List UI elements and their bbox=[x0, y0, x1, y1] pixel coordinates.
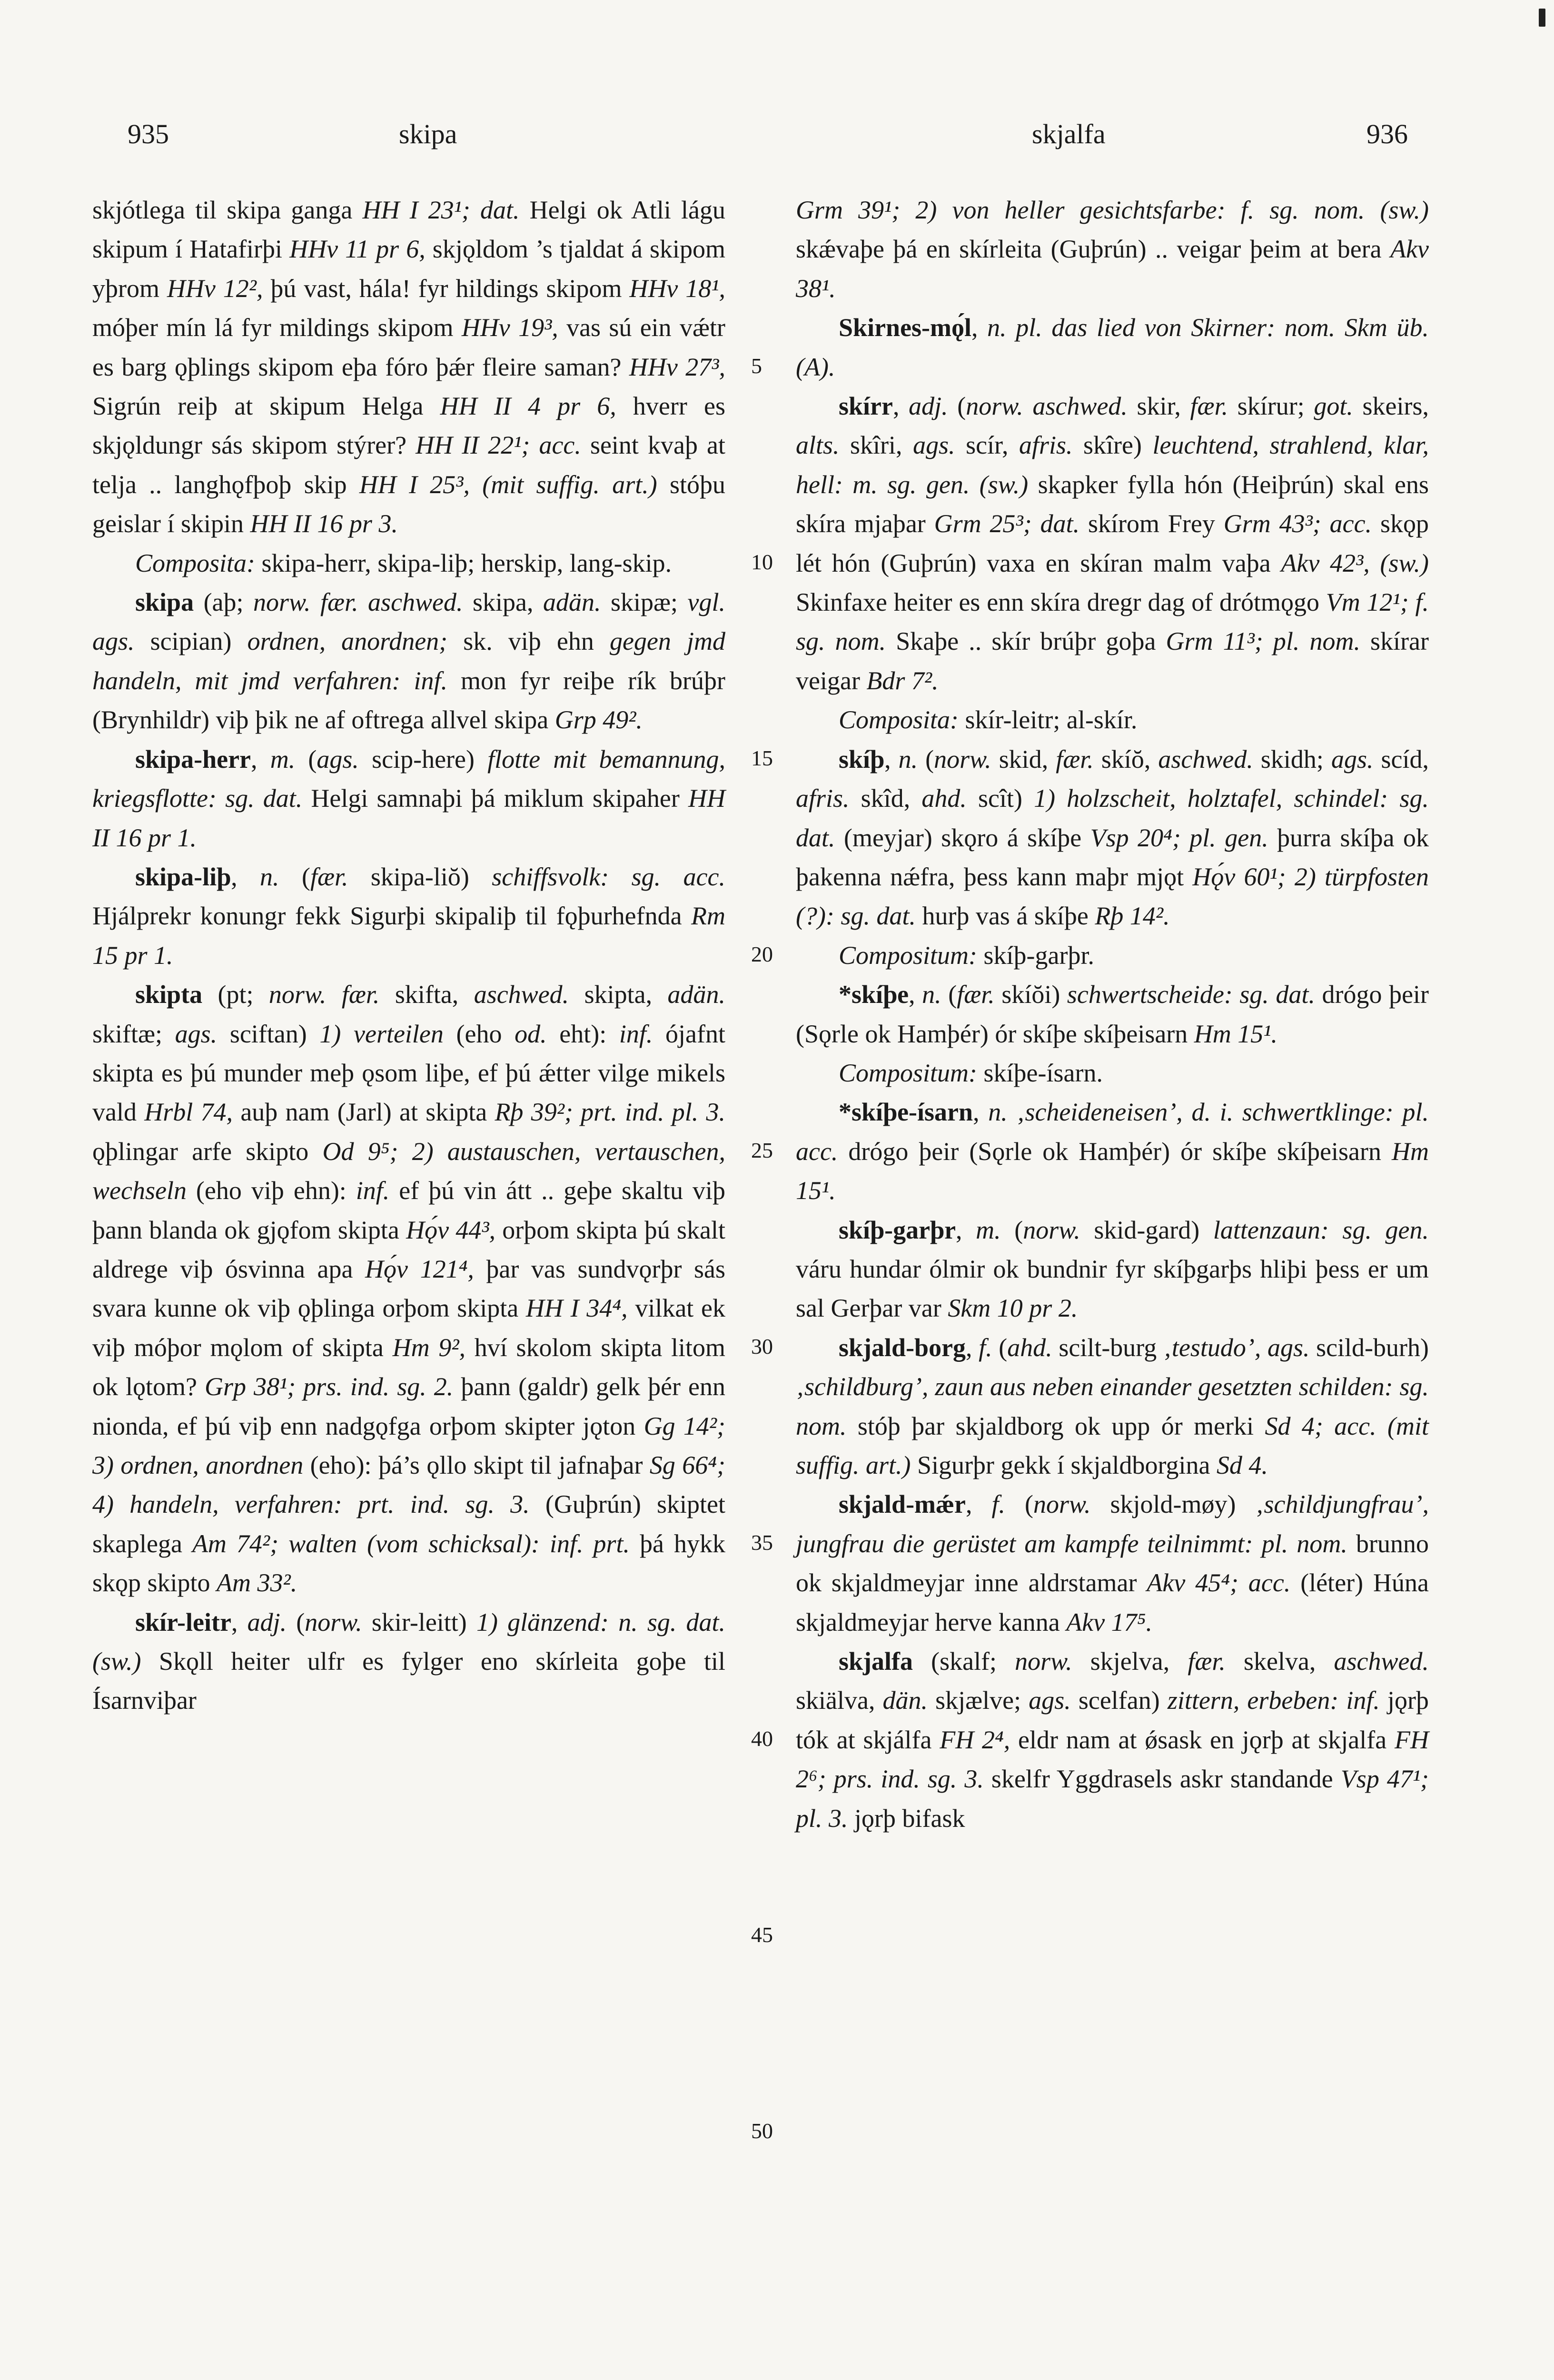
left-text-column bbox=[92, 190, 725, 1720]
line-number: 25 bbox=[751, 1138, 773, 1162]
dictionary-entry: skipta (pt; norw. fær. skifta, aschwed. skipta, adän. skiftæ; ags. sciftan) 1) verteilen (eho od. eht): inf. ójafnt skipta es þú munder meþ ǫsom liþe, ef þú ǽtter vilge mikels vald Hrbl 74, auþ nam (Jarl) at skipta Rþ 39²; prt. ind. pl. 3. ǫþlingar arfe skipto Od 9⁵; 2) austauschen, vertauschen, wechseln (eho viþ ehn): inf. ef þú vin átt .. geþe skaltu viþ þann blanda ok gjǫfom skipta Hǫ́v 44³, orþom skipta þú skalt aldrege viþ ósvinna apa Hǫ́v 121⁴, þar vas sundvǫrþr sás svara kunne ok viþ ǫþlinga orþom skipta HH I 34⁴, vilkat ek viþ móþor mǫlom of skipta Hm 9², hví skolom skipta litom ok lǫtom? Grp 38¹; prs. ind. sg. 2. þann (galdr) gelk þér enn nionda, ef þú viþ enn nadgǫfga orþom skipter jǫton Gg 14²; 3) ordnen, anordnen (eho): þá’s ǫllo skipt til jafnaþar Sg 66⁴; 4) handeln, verfahren: prt. ind. sg. 3. (Guþrún) skiptet skaplega Am 74²; walten (vom schicksal): inf. prt. þá hykk skǫp skipto Am 33². bbox=[92, 980, 726, 1597]
dictionary-entry: skíþ, n. (norw. skid, fær. skíŏ, aschwed. skidh; ags. scíd, afris. skîd, ahd. scît) 1) holzscheit, holztafel, schindel: sg. dat. (meyjar) skǫro á skíþe Vsp 20⁴; pl. gen. þurra skíþa ok þakenna nǽfra, þess kann maþr mjǫt Hǫ́v 60¹; 2) türpfosten (?): sg. dat. hurþ vas á skíþe Rþ 14². bbox=[796, 744, 1429, 931]
right-running-headword: skjalfa bbox=[1032, 119, 1106, 149]
dictionary-entry: skipa (aþ; norw. fær. aschwed. skipa, adän. skipæ; vgl. ags. scipian) ordnen, anordnen; sk. viþ ehn gegen jmd handeln, mit jmd verfahren: inf. mon fyr reiþe rík brúþr (Brynhildr) viþ þik ne af oftrega allvel skipa Grp 49². bbox=[92, 588, 725, 734]
dictionary-entry: skjald-mǽr, f. (norw. skjold-møy) ‚schildjungfrau’, jungfrau die gerüstet am kampfe teilnimmt: pl. nom. brunno ok skjaldmeyjar inne aldrstamar Akv 45⁴; acc. (léter) Húna skjaldmeyjar herve kanna Akv 17⁵. bbox=[796, 1490, 1429, 1636]
dictionary-entry: skírr, adj. (norw. aschwed. skir, fær. skírur; got. skeirs, alts. skîri, ags. scír, afris. skîre) leuchtend, strahlend, klar, hell: m. sg. gen. (sw.) skapker fylla hón (Heiþrún) skal ens skíra mjaþar Grm 25³; dat. skírom Frey Grm 43³; acc. skǫp lét hón (Guþrún) vaxa en skíran malm vaþa Akv 42³, (sw.) Skinfaxe heiter es enn skíra dregr dag of drótmǫgo Vm 12¹; f. sg. nom. Skaþe .. skír brúþr goþa Grm 11³; pl. nom. skírar veigar Bdr 7². bbox=[796, 392, 1429, 695]
right-text-column bbox=[796, 190, 1429, 1838]
dictionary-entry: Skirnes-mǫ́l, n. pl. das lied von Skirner: nom. Skm üb. (A). bbox=[796, 313, 1429, 381]
line-number: 5 bbox=[751, 353, 762, 378]
line-number: 30 bbox=[751, 1334, 773, 1359]
dictionary-entry: skipa-liþ, n. (fær. skipa-liŏ) schiffsvolk: sg. acc. Hjálprekr konungr fekk Sigurþi skipaliþ til fǫþurhefnda Rm 15 pr 1. bbox=[92, 862, 726, 970]
dictionary-entry: Compositum: skíþe-ísarn. bbox=[839, 1058, 1103, 1087]
line-number: 35 bbox=[751, 1530, 773, 1555]
line-number: 50 bbox=[751, 2118, 773, 2143]
dictionary-entry: skíþ-garþr, m. (norw. skid-gard) lattenzaun: sg. gen. váru hundar ólmir ok bundnir fyr skíþgarþs hliþi þess er um sal Gerþar var Skm 10 pr 2. bbox=[796, 1215, 1429, 1323]
page-header bbox=[128, 118, 1408, 161]
dictionary-entry: *skíþe, n. (fær. skíŏi) schwertscheide: sg. dat. drógo þeir (Sǫrle ok Hamþér) ór skíþe skíþeisarn Hm 15¹. bbox=[796, 980, 1429, 1048]
dictionary-entry: skír-leitr, adj. (norw. skir-leitt) 1) glänzend: n. sg. dat. (sw.) Skǫll heiter ulfr es fylger eno skírleita goþe til Ísarnviþar bbox=[92, 1607, 726, 1715]
left-running-headword: skipa bbox=[399, 119, 457, 149]
dictionary-entry: skjótlega til skipa ganga HH I 23¹; dat. Helgi ok Atli lágu skipum í Hatafirþi HHv 11 pr 6, skjǫldom ’s tjaldat á skipom yþrom HHv 12², þú vast, hála! fyr hildings skipom HHv 18¹, móþer mín lá fyr mildings skipom HHv 19³, vas sú ein vǽtr es barg ǫþlings skipom eþa fóro þǽr fleire saman? HHv 27³, Sigrún reiþ at skipum Helga HH II 4 pr 6, hverr es skjǫldungr sás skipom stýrer? HH II 22¹; acc. seint kvaþ at telja .. langhǫfþoþ skip HH I 25³, (mit suffig. art.) stóþu geislar í skipin HH II 16 pr 3. bbox=[92, 196, 726, 538]
left-page-number: 935 bbox=[128, 119, 169, 149]
dictionary-entry: Composita: skipa-herr, skipa-liþ; herskip, lang-skip. bbox=[135, 548, 672, 577]
dictionary-entry: Composita: skír-leitr; al-skír. bbox=[839, 705, 1138, 734]
corner-mark bbox=[1539, 9, 1545, 27]
dictionary-entry: skipa-herr, m. (ags. scip-here) flotte mit bemannung, kriegsflotte: sg. dat. Helgi samnaþi þá miklum skipaher HH II 16 pr 1. bbox=[92, 744, 726, 852]
line-number: 15 bbox=[751, 745, 773, 770]
line-number: 20 bbox=[751, 942, 773, 966]
line-number: 45 bbox=[751, 1922, 773, 1947]
dictionary-entry: Grm 39¹; 2) von heller gesichtsfarbe: f. sg. nom. (sw.) skǽvaþe þá en skírleita (Guþrún) .. veigar þeim at bera Akv 38¹. bbox=[796, 196, 1429, 303]
dictionary-entry: skjald-borg, f. (ahd. scilt-burg ‚testudo’, ags. scild-burh) ‚schildburg’, zaun aus neben einander gesetzten schilden: sg. nom. stóþ þar skjaldborg ok upp ór merki Sd 4; acc. (mit suffig. art.) Sigurþr gekk í skjaldborgina Sd 4. bbox=[796, 1333, 1429, 1479]
dictionary-entry: skjalfa (skalf; norw. skjelva, fær. skelva, aschwed. skiälva, dän. skjælve; ags. scelfan) zittern, erbeben: inf. jǫrþ tók at skjálfa FH 2⁴, eldr nam at ǿsask en jǫrþ at skjalfa FH 2⁶; prs. ind. sg. 3. skelfr Yggdrasels askr standande Vsp 47¹; pl. 3. jǫrþ bifask bbox=[796, 1647, 1429, 1833]
dictionary-entry: *skíþe-ísarn, n. ‚scheideneisen’, d. i. schwertklinge: pl. acc. drógo þeir (Sǫrle ok Hamþér) ór skíþe skíþeisarn Hm 15¹. bbox=[796, 1098, 1429, 1205]
right-page-number: 936 bbox=[1366, 119, 1408, 149]
dictionary-entry: Compositum: skíþ-garþr. bbox=[839, 941, 1094, 970]
line-number: 10 bbox=[751, 549, 773, 574]
line-number: 40 bbox=[751, 1726, 773, 1751]
